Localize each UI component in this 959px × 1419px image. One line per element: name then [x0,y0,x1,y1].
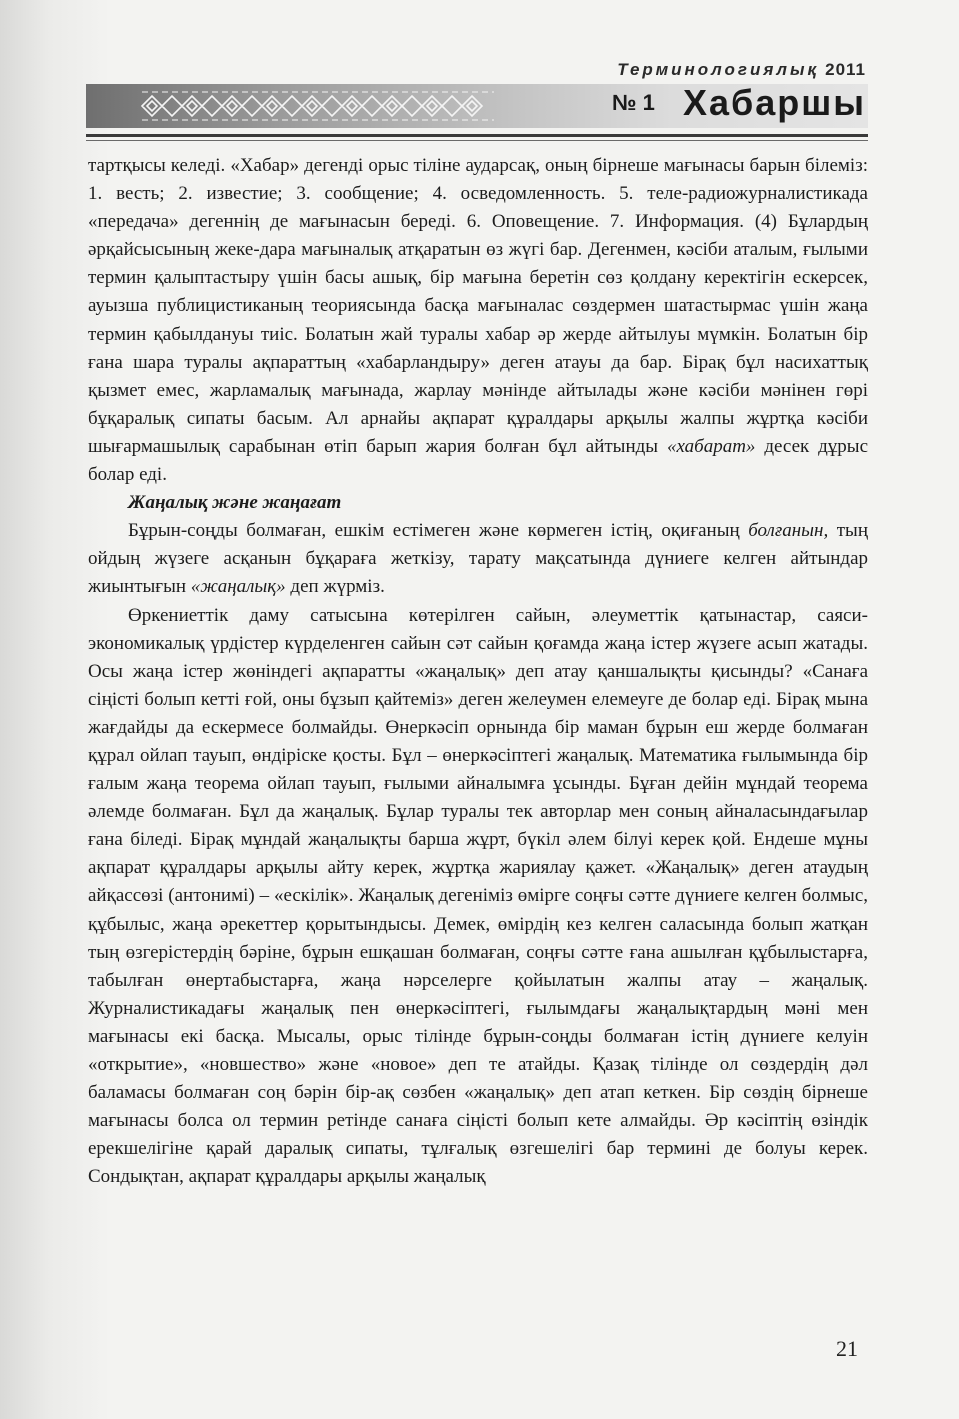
running-header [0,0,959,150]
page-number: 21 [836,1336,858,1361]
paragraph [88,152,868,489]
ornament-pattern [138,88,498,124]
paragraph: Өркениеттік даму сатысына көтерілген сайын, әлеуметтік қатынастар, саяси-экономикалық үрдістер күрделенген сайын сәт сайын қоғамда жаңа істер жүзеге асып жатады. Осы жаңа істер жөніндегі ақпаратты «жаңалық» деп атау қаншалықты қисынды? «Санаға сіңісті болып кетті ғой, оны бұзып қайтеміз» деген желеумен елемеуге де болар еді. Бірақ мына жағдайды да ескермесе болмайды. Өнеркәсіп орнында бір маман бұрын еш жерде болмаған құрал ойлап тауып, өндіріске қосты. Бұл – өнеркәсіптегі жаңалық. Математика ғылымында бір ғалым жаңа теорема ойлап тауып, ғылыми айналымға ұсынды. Бұған дейін мұндай теорема әлемде болмаған. Бұл да жаңалық. Бұлар туралы тек авторлар мен соның айналасындағылар ғана біледі. Бірақ мұндай жаңалықты барша жұрт, бүкіл әлем білуі керек қой. Ендеше мұны ақпарат құралдары арқылы айту керек, жұртқа жариялау қажет. «Жаңалық» деген атаудың айқассөзі (антонимі) – «ескілік». Жаңалық дегеніміз өмірге соңғы сәтте дүниеге келген болмыс, құбылыс, жаңа әрекеттер қорытындысы. Демек, өмірдің кез келген саласында болып жатқан тың өзгерістердің бәріне, бұрын ешқашан болмаған, соңғы сәтте ғана ашылған құбылыстарға, табылған өнертабыстарға, жаңа нәрселерге қойылатын жалпы атау – жаңалық. Журналистикадағы жаңалық пен өнеркәсіптегі, ғылымдағы жаңалықтардың мәні мен мағынасы екі басқа. Мысалы, орыс тілінде бұрын-соңды болмаған істің дүниеге келуін «открытие», «новшество» және «новое» деп те атайды. Қазақ тілінде ол сөздердің дәл баламасы болмаған соң бәрін бір-ақ сөзбен «жаңалық» деп атап кеткен. Бір сөздің бірнеше мағынасы болса ол термин ретінде санаға сіңісті болып кете алмайды. Әр кәсіптің өзіндік ерекшелігіне қарай даралық сипаты, тұлғалық өзгешелігі бар термині де болуы керек. Сондықтан, ақпарат құралдары арқылы жаңалық [88,604,868,1188]
issue-number: № 1 [612,90,655,115]
journal-title-top [617,60,866,80]
journal-prefix: Терминологиялық [617,60,820,79]
article-body [88,152,868,1191]
journal-year: 2011 [825,60,866,79]
paragraph-text: деп жүрміз. [290,576,385,598]
emphasis-term: «хабарат» [666,435,756,457]
section-subheading: Жаңалық және жаңағат [128,492,342,514]
paragraph [88,517,868,601]
emphasis-term: «жаңалық» [190,576,286,598]
emphasis-term: болғанын, [748,520,829,542]
journal-name: Хабаршы [682,82,866,123]
paragraph-text: тың ойдың жүзеге асқанын бұқараға жеткізу, тарату мақсатында дүниеге келген айтындар жиынтығын [88,520,868,598]
header-rule-thin [86,140,868,141]
paragraph-text: десек дұрыс болар еді. [88,435,868,486]
header-rule [86,134,868,137]
paragraph-text: Бұрын-соңды болмаған, ешкім естімеген және көрмеген істің, оқиғаның [128,520,740,542]
paragraph-text: тартқысы келеді. «Хабар» дегенді орыс тіліне аударсақ, оның бірнеше мағынасы барын білеміз: 1. весть; 2. известие; 3. сообщение; 4. осведомленность. 5. теле-радиожурналистикада «передача» дегеннің де мағынасын береді. 6. Оповещение. 7. Информация. (4) Бұлардың әрқайсысының жеке-дара мағыналық атқаратын өз жүгі бар. Дегенмен, кәсіби аталым, ғылыми термин қалыптастыру үшін басы ашық, бір мағына беретін сөз қолдану керектігін ескерсек, ауызша публицистиканың теориясында басқа мағыналас сөздермен шатастырмас үшін жаңа термин қабылдануы тиіс. Болатын жай туралы хабар әр жерде айтылуы мүмкін. Болатын бір ғана шара туралы ақпараттың «хабарландыру» деген атауы да бар. Бірақ бұл насихаттық қызмет емес, жарламалық мағынада, жарлау мәнінде айтылады және кәсіби мәнінен гөрі бұқаралық сипаты басым. Ал арнайы ақпарат құралдары арқылы жалпы жұртқа кәсіби шығармашылық сарабынан өтіп барып жария болған бұл айтынды [88,155,868,457]
